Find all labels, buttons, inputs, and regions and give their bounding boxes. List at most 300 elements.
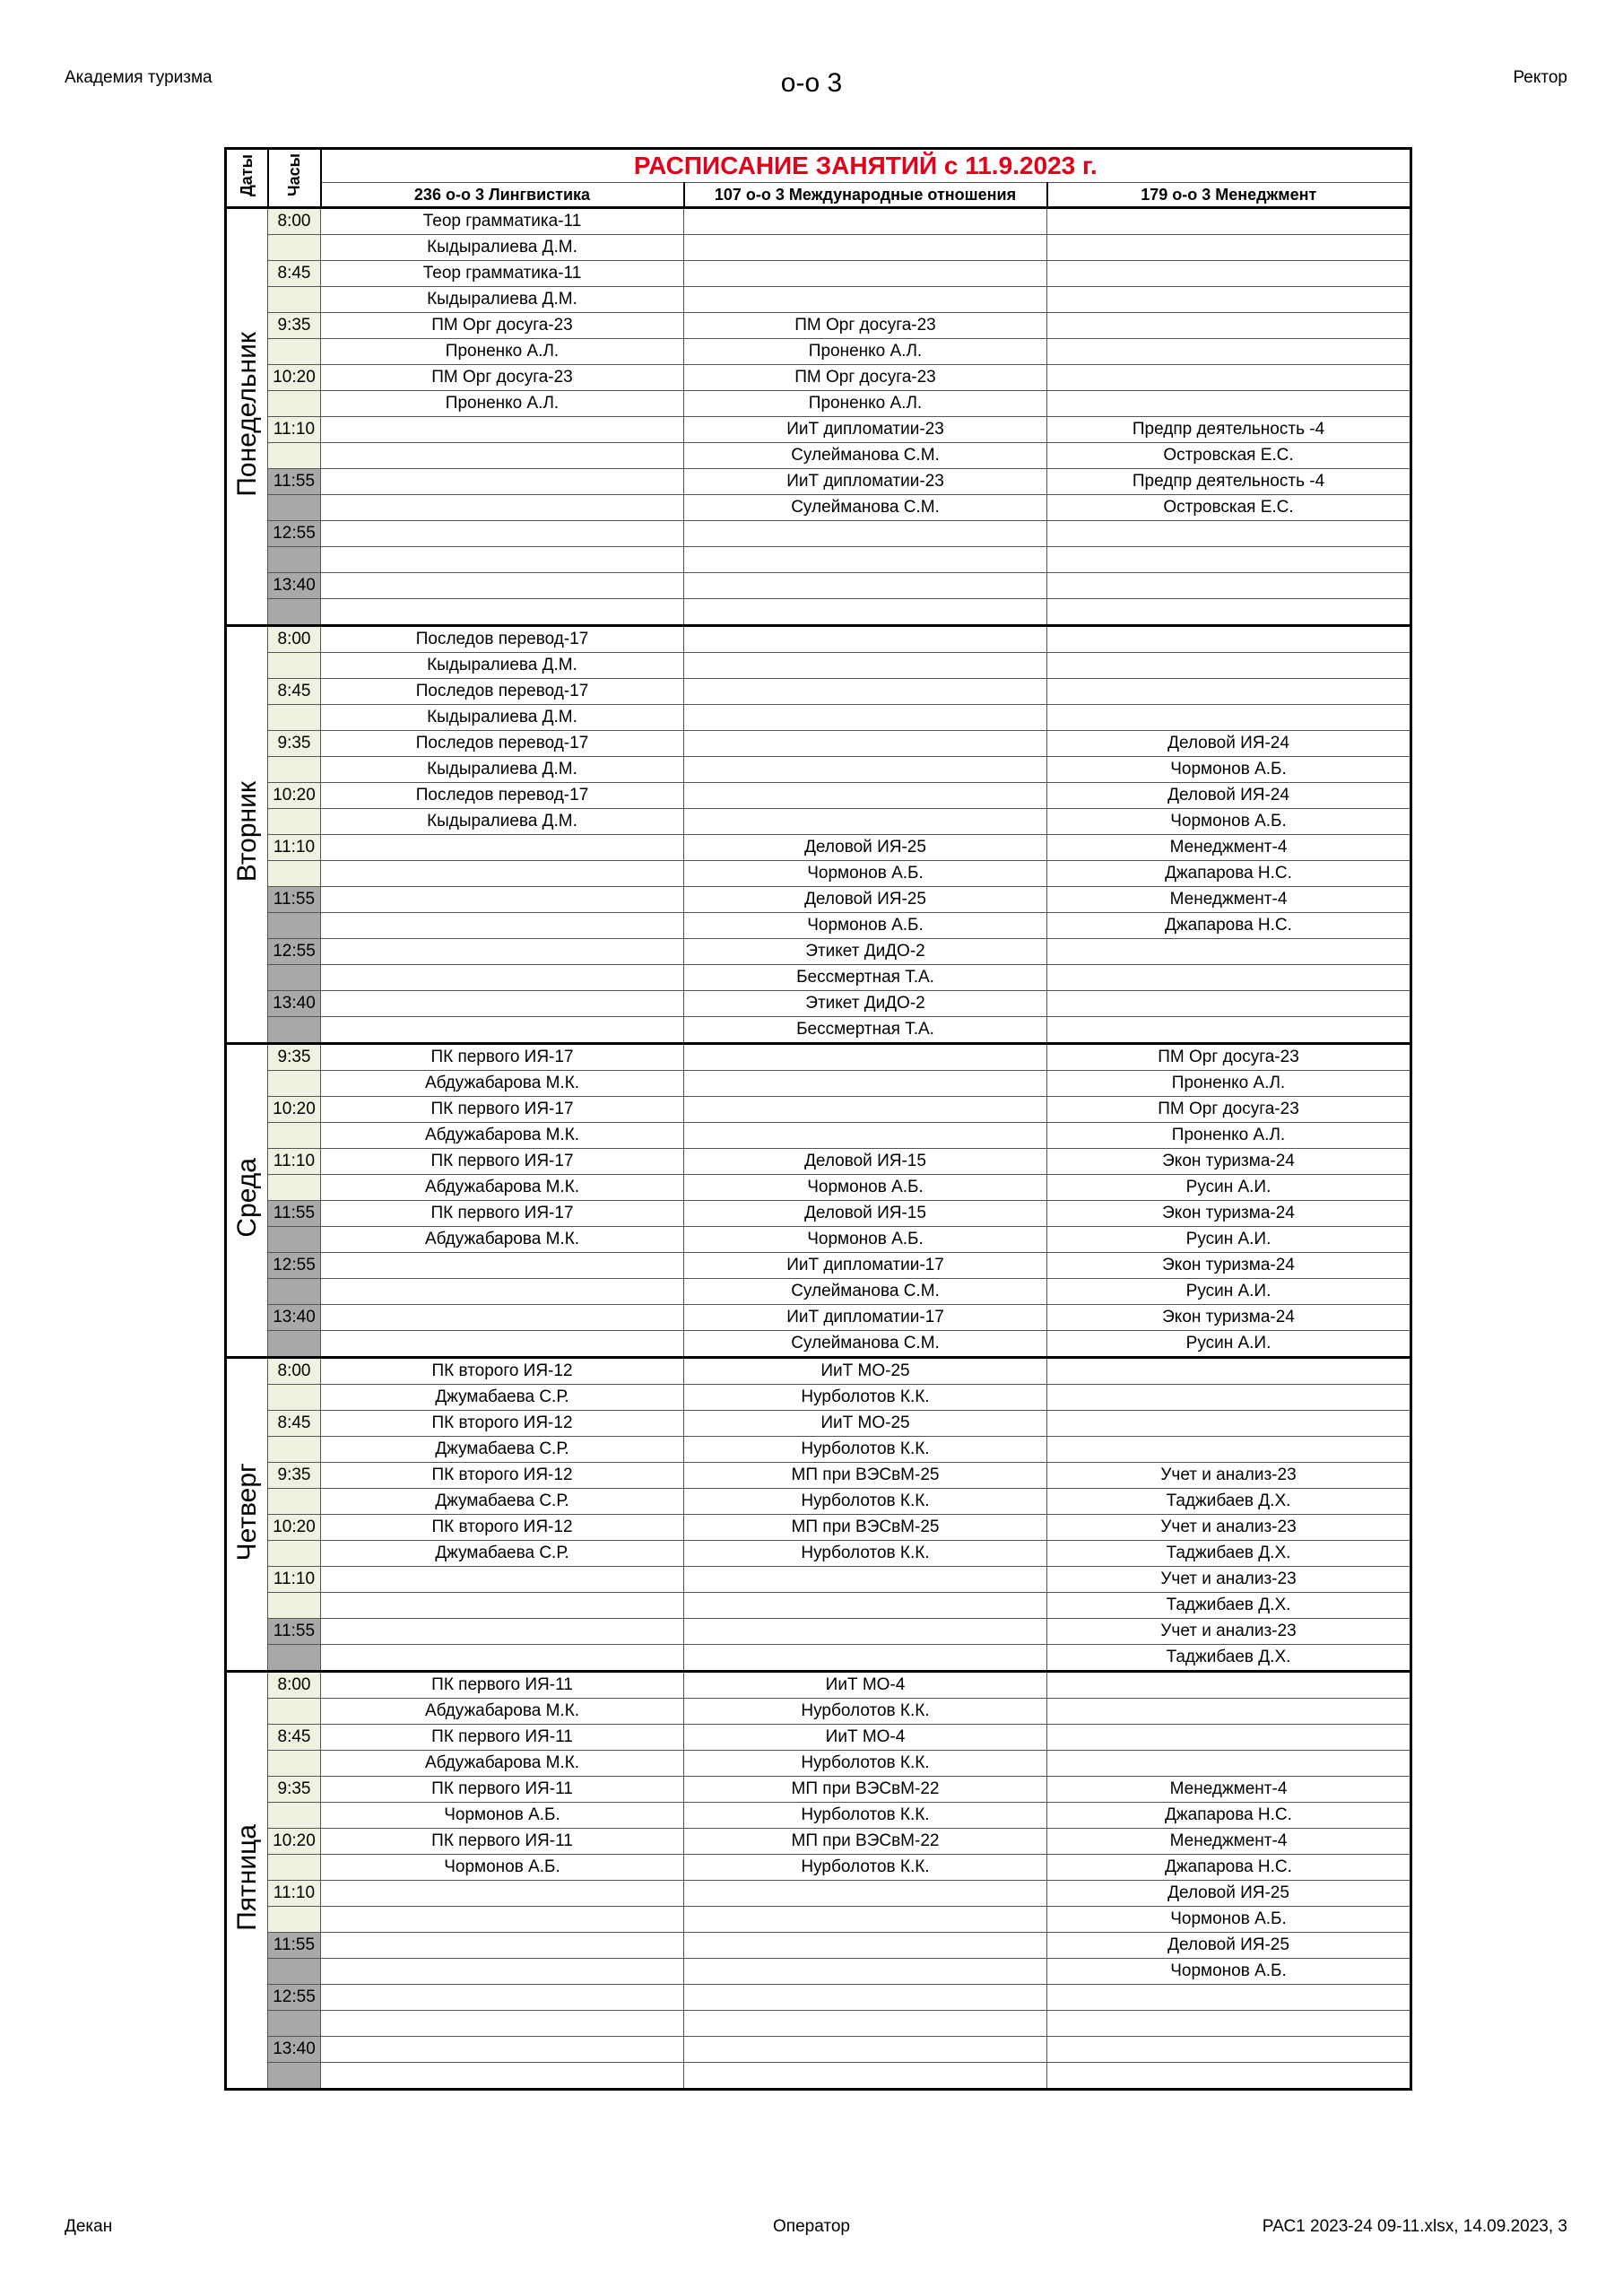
time-cell xyxy=(268,339,321,365)
day-label: Вторник xyxy=(226,626,268,1044)
schedule-row xyxy=(226,1123,1411,1149)
subject-cell: Деловой ИЯ-24 xyxy=(1047,783,1411,809)
teacher-cell xyxy=(684,1959,1047,1985)
time-cell: 10:20 xyxy=(268,1097,321,1123)
subject-cell xyxy=(684,2037,1047,2063)
time-cell xyxy=(268,1175,321,1201)
subject-cell xyxy=(684,731,1047,757)
time-cell: 9:35 xyxy=(268,1463,321,1489)
time-cell xyxy=(268,1593,321,1619)
time-cell xyxy=(268,1227,321,1253)
time-cell xyxy=(268,913,321,939)
time-cell xyxy=(268,1907,321,1933)
subject-cell: Деловой ИЯ-15 xyxy=(684,1149,1047,1175)
subject-cell xyxy=(321,991,684,1017)
group-header-linguistics: 236 о-о 3 Лингвистика xyxy=(321,183,684,208)
subject-cell: ИиТ МО-4 xyxy=(684,1725,1047,1751)
teacher-cell: Кыдыралиева Д.М. xyxy=(321,705,684,731)
schedule-row xyxy=(226,1149,1411,1175)
header-institution: Академия туризма xyxy=(65,68,213,87)
subject-cell: Учет и анализ-23 xyxy=(1047,1567,1411,1593)
dates-column-header: Даты xyxy=(226,149,268,208)
schedule-row xyxy=(226,1331,1411,1358)
teacher-cell: Кыдыралиева Д.М. xyxy=(321,757,684,783)
subject-cell xyxy=(684,1097,1047,1123)
teacher-cell: Абдужабарова М.К. xyxy=(321,1123,684,1149)
teacher-cell: Сулейманова С.М. xyxy=(684,1279,1047,1305)
subject-cell: ПМ Орг досуга-23 xyxy=(684,313,1047,339)
schedule-row xyxy=(226,653,1411,679)
schedule-row xyxy=(226,287,1411,313)
subject-cell: Последов перевод-17 xyxy=(321,679,684,705)
teacher-cell: Проненко А.Л. xyxy=(1047,1123,1411,1149)
schedule-row xyxy=(226,235,1411,261)
time-cell: 11:10 xyxy=(268,1881,321,1907)
subject-cell: ПК первого ИЯ-17 xyxy=(321,1044,684,1071)
teacher-cell: Нурболотов К.К. xyxy=(684,1385,1047,1411)
time-cell: 10:20 xyxy=(268,783,321,809)
time-cell: 9:35 xyxy=(268,313,321,339)
teacher-cell xyxy=(1047,653,1411,679)
subject-cell: МП при ВЭСвМ-22 xyxy=(684,1829,1047,1855)
group-header-management: 179 о-о 3 Менеджмент xyxy=(1047,183,1411,208)
schedule-row xyxy=(226,1437,1411,1463)
subject-cell xyxy=(684,783,1047,809)
subject-cell: Деловой ИЯ-15 xyxy=(684,1201,1047,1227)
subject-cell: ПК первого ИЯ-17 xyxy=(321,1201,684,1227)
schedule-row xyxy=(226,469,1411,495)
time-cell: 9:35 xyxy=(268,1777,321,1803)
teacher-cell: Проненко А.Л. xyxy=(321,391,684,417)
teacher-cell xyxy=(321,861,684,887)
teacher-cell: Русин А.И. xyxy=(1047,1175,1411,1201)
teacher-cell: Бессмертная Т.А. xyxy=(684,1017,1047,1044)
subject-cell: ИиТ дипломатии-17 xyxy=(684,1305,1047,1331)
time-cell: 8:00 xyxy=(268,626,321,653)
teacher-cell xyxy=(1047,1385,1411,1411)
schedule-row xyxy=(226,1933,1411,1959)
subject-cell xyxy=(1047,365,1411,391)
teacher-cell xyxy=(684,653,1047,679)
time-cell xyxy=(268,1071,321,1097)
teacher-cell xyxy=(684,235,1047,261)
subject-cell xyxy=(321,1567,684,1593)
teacher-cell xyxy=(1047,1699,1411,1725)
schedule-row xyxy=(226,365,1411,391)
time-cell xyxy=(268,1645,321,1672)
schedule-row xyxy=(226,1907,1411,1933)
subject-cell xyxy=(321,1881,684,1907)
subject-cell: Деловой ИЯ-24 xyxy=(1047,731,1411,757)
schedule-row xyxy=(226,1279,1411,1305)
subject-cell: Деловой ИЯ-25 xyxy=(1047,1933,1411,1959)
time-cell xyxy=(268,1017,321,1044)
subject-cell: ПМ Орг досуга-23 xyxy=(1047,1097,1411,1123)
subject-cell: Деловой ИЯ-25 xyxy=(1047,1881,1411,1907)
teacher-cell: Чормонов А.Б. xyxy=(1047,1959,1411,1985)
header-rector: Ректор xyxy=(1513,68,1567,87)
subject-cell xyxy=(321,835,684,861)
teacher-cell: Таджибаев Д.Х. xyxy=(1047,1489,1411,1515)
time-cell xyxy=(268,1489,321,1515)
subject-cell xyxy=(684,521,1047,547)
schedule-row xyxy=(226,443,1411,469)
time-cell xyxy=(268,1279,321,1305)
schedule-row xyxy=(226,573,1411,599)
teacher-cell: Чормонов А.Б. xyxy=(321,1855,684,1881)
subject-cell xyxy=(321,1253,684,1279)
teacher-cell xyxy=(321,495,684,521)
time-cell: 11:10 xyxy=(268,417,321,443)
subject-cell xyxy=(684,1933,1047,1959)
day-label: Четверг xyxy=(226,1358,268,1672)
teacher-cell: Джумабаева С.Р. xyxy=(321,1489,684,1515)
teacher-cell: Чормонов А.Б. xyxy=(684,913,1047,939)
time-cell: 13:40 xyxy=(268,991,321,1017)
time-cell: 10:20 xyxy=(268,1829,321,1855)
teacher-cell: Джумабаева С.Р. xyxy=(321,1541,684,1567)
time-cell xyxy=(268,809,321,835)
time-cell xyxy=(268,757,321,783)
subject-cell: МП при ВЭСвМ-22 xyxy=(684,1777,1047,1803)
schedule-row xyxy=(226,1751,1411,1777)
subject-cell xyxy=(1047,1985,1411,2011)
footer-file-info: РАС1 2023-24 09-11.xlsx, 14.09.2023, 3 xyxy=(1262,2217,1567,2236)
teacher-cell: Абдужабарова М.К. xyxy=(321,1227,684,1253)
schedule-row xyxy=(226,1699,1411,1725)
subject-cell: ПК второго ИЯ-12 xyxy=(321,1515,684,1541)
time-cell xyxy=(268,1803,321,1829)
time-cell: 13:40 xyxy=(268,573,321,599)
subject-cell xyxy=(684,573,1047,599)
subject-cell xyxy=(1047,1672,1411,1699)
time-cell: 10:20 xyxy=(268,365,321,391)
teacher-cell: Джумабаева С.Р. xyxy=(321,1437,684,1463)
footer-operator: Оператор xyxy=(773,2217,850,2236)
subject-cell: ПК первого ИЯ-11 xyxy=(321,1725,684,1751)
time-cell xyxy=(268,1699,321,1725)
subject-cell xyxy=(684,1044,1047,1071)
subject-cell: Последов перевод-17 xyxy=(321,783,684,809)
teacher-cell xyxy=(684,287,1047,313)
subject-cell: ПМ Орг досуга-23 xyxy=(1047,1044,1411,1071)
subject-cell xyxy=(321,469,684,495)
subject-cell xyxy=(684,1881,1047,1907)
time-cell: 8:45 xyxy=(268,1411,321,1437)
subject-cell: ПК первого ИЯ-11 xyxy=(321,1777,684,1803)
teacher-cell: Проненко А.Л. xyxy=(321,339,684,365)
day-label: Понедельник xyxy=(226,208,268,626)
teacher-cell: Джапарова Н.С. xyxy=(1047,861,1411,887)
schedule-row xyxy=(226,1959,1411,1985)
subject-cell xyxy=(1047,1411,1411,1437)
teacher-cell: Джапарова Н.С. xyxy=(1047,913,1411,939)
teacher-cell xyxy=(684,1123,1047,1149)
subject-cell: ИиТ МО-25 xyxy=(684,1411,1047,1437)
subject-cell: Деловой ИЯ-25 xyxy=(684,887,1047,913)
schedule-row xyxy=(226,1175,1411,1201)
time-cell: 12:55 xyxy=(268,1253,321,1279)
subject-cell: Этикет ДиДО-2 xyxy=(684,939,1047,965)
teacher-cell xyxy=(1047,339,1411,365)
time-cell: 9:35 xyxy=(268,731,321,757)
time-cell xyxy=(268,1751,321,1777)
teacher-cell xyxy=(1047,391,1411,417)
time-cell xyxy=(268,495,321,521)
group-header-international-relations: 107 о-о 3 Международные отношения xyxy=(684,183,1047,208)
teacher-cell: Чормонов А.Б. xyxy=(684,861,1047,887)
subject-cell: ПК второго ИЯ-12 xyxy=(321,1411,684,1437)
time-cell: 10:20 xyxy=(268,1515,321,1541)
teacher-cell xyxy=(684,547,1047,573)
schedule-row xyxy=(226,2063,1411,2090)
time-cell xyxy=(268,1331,321,1358)
schedule-row xyxy=(226,391,1411,417)
teacher-cell xyxy=(321,2063,684,2090)
subject-cell: ПК второго ИЯ-12 xyxy=(321,1358,684,1385)
time-cell: 12:55 xyxy=(268,939,321,965)
teacher-cell xyxy=(684,2011,1047,2037)
schedule-row xyxy=(226,783,1411,809)
teacher-cell: Нурболотов К.К. xyxy=(684,1699,1047,1725)
subject-cell xyxy=(1047,1725,1411,1751)
schedule-row xyxy=(226,887,1411,913)
time-cell xyxy=(268,443,321,469)
schedule-row xyxy=(226,1619,1411,1645)
time-cell xyxy=(268,1437,321,1463)
teacher-cell xyxy=(684,599,1047,626)
teacher-cell: Нурболотов К.К. xyxy=(684,1437,1047,1463)
teacher-cell: Русин А.И. xyxy=(1047,1331,1411,1358)
subject-cell: ПК первого ИЯ-11 xyxy=(321,1829,684,1855)
teacher-cell xyxy=(1047,599,1411,626)
schedule-row xyxy=(226,1567,1411,1593)
subject-cell xyxy=(1047,626,1411,653)
teacher-cell xyxy=(321,547,684,573)
subject-cell: Экон туризма-24 xyxy=(1047,1305,1411,1331)
teacher-cell: Таджибаев Д.Х. xyxy=(1047,1645,1411,1672)
day-label: Пятница xyxy=(226,1672,268,2090)
subject-cell xyxy=(321,1305,684,1331)
teacher-cell: Бессмертная Т.А. xyxy=(684,965,1047,991)
schedule-row xyxy=(226,1385,1411,1411)
teacher-cell: Проненко А.Л. xyxy=(684,339,1047,365)
subject-cell: Менеджмент-4 xyxy=(1047,1777,1411,1803)
time-cell: 11:10 xyxy=(268,1567,321,1593)
schedule-row xyxy=(226,965,1411,991)
teacher-cell xyxy=(321,1645,684,1672)
subject-cell xyxy=(1047,939,1411,965)
teacher-cell xyxy=(321,965,684,991)
time-cell xyxy=(268,1123,321,1149)
time-cell: 8:00 xyxy=(268,1672,321,1699)
schedule-row xyxy=(226,991,1411,1017)
schedule-row xyxy=(226,809,1411,835)
teacher-cell: Островская Е.С. xyxy=(1047,495,1411,521)
subject-cell xyxy=(321,2037,684,2063)
teacher-cell: Кыдыралиева Д.М. xyxy=(321,809,684,835)
time-cell xyxy=(268,547,321,573)
schedule-row xyxy=(226,1305,1411,1331)
subject-cell: Экон туризма-24 xyxy=(1047,1149,1411,1175)
teacher-cell: Кыдыралиева Д.М. xyxy=(321,235,684,261)
subject-cell xyxy=(321,1985,684,2011)
time-cell: 8:45 xyxy=(268,1725,321,1751)
schedule-row xyxy=(226,1201,1411,1227)
time-cell xyxy=(268,1385,321,1411)
teacher-cell: Нурболотов К.К. xyxy=(684,1489,1047,1515)
subject-cell xyxy=(321,1933,684,1959)
teacher-cell: Чормонов А.Б. xyxy=(1047,809,1411,835)
time-cell xyxy=(268,287,321,313)
schedule-row xyxy=(226,1645,1411,1672)
schedule-row xyxy=(226,1489,1411,1515)
schedule-row xyxy=(226,261,1411,287)
hours-column-header: Часы xyxy=(268,149,321,208)
schedule-row xyxy=(226,913,1411,939)
teacher-cell xyxy=(1047,287,1411,313)
teacher-cell: Чормонов А.Б. xyxy=(321,1803,684,1829)
teacher-cell: Русин А.И. xyxy=(1047,1279,1411,1305)
time-cell xyxy=(268,1959,321,1985)
subject-cell xyxy=(684,679,1047,705)
teacher-cell xyxy=(321,2011,684,2037)
subject-cell xyxy=(1047,991,1411,1017)
teacher-cell xyxy=(684,1593,1047,1619)
time-cell: 13:40 xyxy=(268,1305,321,1331)
subject-cell xyxy=(321,417,684,443)
time-cell xyxy=(268,2063,321,2090)
schedule-row xyxy=(226,313,1411,339)
subject-cell xyxy=(1047,313,1411,339)
teacher-cell: Таджибаев Д.Х. xyxy=(1047,1541,1411,1567)
teacher-cell xyxy=(684,1645,1047,1672)
teacher-cell xyxy=(1047,1017,1411,1044)
schedule-row xyxy=(226,1541,1411,1567)
teacher-cell xyxy=(684,809,1047,835)
teacher-cell xyxy=(1047,547,1411,573)
footer-dean: Декан xyxy=(65,2217,113,2236)
teacher-cell xyxy=(321,913,684,939)
teacher-cell: Сулейманова С.М. xyxy=(684,1331,1047,1358)
teacher-cell: Чормонов А.Б. xyxy=(1047,1907,1411,1933)
subject-cell xyxy=(684,1567,1047,1593)
teacher-cell xyxy=(321,1593,684,1619)
time-cell: 11:55 xyxy=(268,887,321,913)
subject-cell: Учет и анализ-23 xyxy=(1047,1463,1411,1489)
subject-cell xyxy=(1047,208,1411,235)
schedule-row xyxy=(226,705,1411,731)
subject-cell: МП при ВЭСвМ-25 xyxy=(684,1463,1047,1489)
subject-cell: Экон туризма-24 xyxy=(1047,1201,1411,1227)
subject-cell: Экон туризма-24 xyxy=(1047,1253,1411,1279)
time-cell xyxy=(268,391,321,417)
time-cell: 8:00 xyxy=(268,1358,321,1385)
schedule-table xyxy=(224,147,1412,2091)
subject-cell: Предпр деятельность -4 xyxy=(1047,469,1411,495)
teacher-cell xyxy=(1047,2063,1411,2090)
subject-cell: ИиТ дипломатии-17 xyxy=(684,1253,1047,1279)
teacher-cell xyxy=(684,1071,1047,1097)
teacher-cell: Нурболотов К.К. xyxy=(684,1751,1047,1777)
teacher-cell xyxy=(321,599,684,626)
schedule-row xyxy=(226,417,1411,443)
subject-cell xyxy=(684,261,1047,287)
schedule-row xyxy=(226,1803,1411,1829)
time-cell xyxy=(268,965,321,991)
teacher-cell: Проненко А.Л. xyxy=(684,391,1047,417)
teacher-cell: Чормонов А.Б. xyxy=(684,1175,1047,1201)
subject-cell: ИиТ дипломатии-23 xyxy=(684,417,1047,443)
time-cell: 11:10 xyxy=(268,835,321,861)
teacher-cell xyxy=(1047,235,1411,261)
subject-cell xyxy=(321,521,684,547)
schedule-row xyxy=(226,626,1411,653)
subject-cell xyxy=(321,939,684,965)
subject-cell xyxy=(1047,261,1411,287)
teacher-cell: Джумабаева С.Р. xyxy=(321,1385,684,1411)
teacher-cell: Джапарова Н.С. xyxy=(1047,1803,1411,1829)
subject-cell xyxy=(1047,679,1411,705)
teacher-cell: Кыдыралиева Д.М. xyxy=(321,287,684,313)
time-cell: 11:55 xyxy=(268,469,321,495)
teacher-cell xyxy=(684,2063,1047,2090)
subject-cell xyxy=(1047,521,1411,547)
teacher-cell: Островская Е.С. xyxy=(1047,443,1411,469)
schedule-row xyxy=(226,521,1411,547)
teacher-cell: Абдужабарова М.К. xyxy=(321,1175,684,1201)
teacher-cell xyxy=(1047,1437,1411,1463)
schedule-row xyxy=(226,1463,1411,1489)
subject-cell: Теор грамматика-11 xyxy=(321,208,684,235)
subject-cell: ПМ Орг досуга-23 xyxy=(321,313,684,339)
time-cell xyxy=(268,861,321,887)
teacher-cell xyxy=(321,1017,684,1044)
subject-cell xyxy=(1047,1358,1411,1385)
schedule-row xyxy=(226,1097,1411,1123)
day-label: Среда xyxy=(226,1044,268,1358)
schedule-row xyxy=(226,1881,1411,1907)
teacher-cell xyxy=(321,1907,684,1933)
subject-cell: ПК второго ИЯ-12 xyxy=(321,1463,684,1489)
time-cell: 13:40 xyxy=(268,2037,321,2063)
time-cell: 11:55 xyxy=(268,1201,321,1227)
time-cell: 11:55 xyxy=(268,1933,321,1959)
time-cell: 11:55 xyxy=(268,1619,321,1645)
schedule-row xyxy=(226,1855,1411,1881)
schedule-row xyxy=(226,1017,1411,1044)
teacher-cell: Абдужабарова М.К. xyxy=(321,1751,684,1777)
time-cell xyxy=(268,1855,321,1881)
subject-cell: ПК первого ИЯ-17 xyxy=(321,1149,684,1175)
schedule-row xyxy=(226,1725,1411,1751)
subject-cell: Теор грамматика-11 xyxy=(321,261,684,287)
schedule-row xyxy=(226,757,1411,783)
teacher-cell: Чормонов А.Б. xyxy=(1047,757,1411,783)
teacher-cell: Кыдыралиева Д.М. xyxy=(321,653,684,679)
subject-cell xyxy=(321,573,684,599)
subject-cell: ИиТ дипломатии-23 xyxy=(684,469,1047,495)
schedule-row xyxy=(226,1253,1411,1279)
schedule-row xyxy=(226,599,1411,626)
subject-cell: Учет и анализ-23 xyxy=(1047,1515,1411,1541)
time-cell: 8:00 xyxy=(268,208,321,235)
schedule-row xyxy=(226,495,1411,521)
schedule-row xyxy=(226,1777,1411,1803)
schedule-row xyxy=(226,1985,1411,2011)
teacher-cell: Абдужабарова М.К. xyxy=(321,1699,684,1725)
subject-cell: Менеджмент-4 xyxy=(1047,1829,1411,1855)
